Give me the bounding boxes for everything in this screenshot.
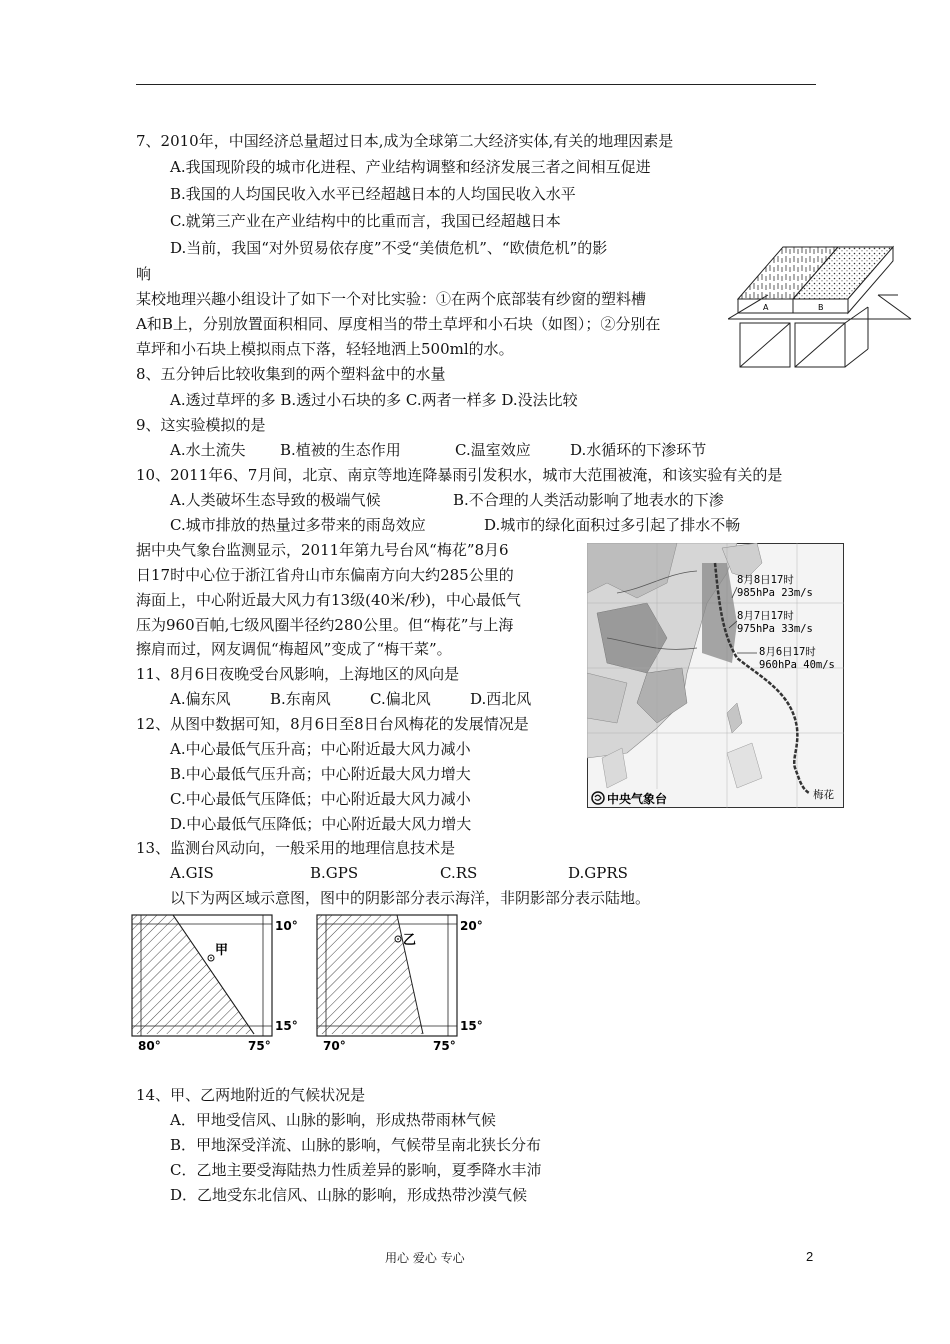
- experiment-text-3: 草坪和小石块上模拟雨点下落，轻轻地洒上500ml的水。: [136, 340, 514, 358]
- experiment-text-1: 某校地理兴趣小组设计了如下一个对比实验：①在两个底部装有纱窗的塑料槽: [136, 290, 647, 308]
- place-jia-label: 甲: [215, 943, 229, 958]
- typhoon-name-label: 梅花: [813, 789, 834, 801]
- region-map-yi: [315, 912, 490, 1052]
- yi-lat-top: 20°: [460, 919, 483, 933]
- maps-intro: 以下为两区域示意图，图中的阴影部分表示海洋，非阴影部分表示陆地。: [170, 889, 651, 907]
- place-yi-label: 乙: [403, 933, 417, 948]
- q11-option-c: C.偏北风: [370, 690, 431, 708]
- q9-option-b: B.植被的生态作用: [280, 441, 401, 459]
- q11-option-b: B.东南风: [270, 690, 331, 708]
- yi-lat-bottom: 15°: [460, 1019, 483, 1033]
- q10-option-d: D.城市的绿化面积过多引起了排水不畅: [484, 516, 741, 534]
- q10-stem: 10、2011年6、7月间，北京、南京等地连降暴雨引发积水，城市大范围被淹，和该实验有关的是: [136, 466, 783, 484]
- q11-stem: 11、8月6日夜晚受台风影响，上海地区的风向是: [136, 665, 460, 683]
- q14-option-c: C．乙地主要受海陆热力性质差异的影响，夏季降水丰沛: [170, 1161, 542, 1179]
- q7-option-a: A.我国现阶段的城市化进程、产业结构调整和经济发展三者之间相互促进: [170, 158, 651, 176]
- trough-a-label: A: [763, 303, 769, 312]
- q10-option-a: A.人类破坏生态导致的极端气候: [170, 491, 381, 509]
- q9-option-a: A.水土流失: [170, 441, 246, 459]
- q12-option-d: D.中心最低气压降低；中心附近最大风力增大: [170, 815, 472, 833]
- track-label-aug6-time: 8月6日17时: [759, 646, 816, 658]
- jia-lat-top: 10°: [275, 919, 298, 933]
- q9-option-d: D.水循环的下渗环节: [570, 441, 707, 459]
- q7-stem: 7、2010年，中国经济总量超过日本,成为全球第二大经济实体,有关的地理因素是: [136, 132, 674, 150]
- jia-lat-bottom: 15°: [275, 1019, 298, 1033]
- q10-option-c: C.城市排放的热量过多带来的雨岛效应: [170, 516, 426, 534]
- q14-stem: 14、甲、乙两地附近的气候状况是: [136, 1086, 366, 1104]
- q10-options-cd: [170, 515, 740, 535]
- jia-lon-left: 80°: [138, 1039, 161, 1052]
- yi-lon-left: 70°: [323, 1039, 346, 1052]
- track-label-aug7-data: 975hPa 33m/s: [737, 623, 813, 635]
- q13-option-d: D.GPRS: [568, 864, 628, 882]
- header-rule: [136, 84, 816, 85]
- q11-option-a: A.偏东风: [170, 690, 231, 708]
- q9-options: [170, 440, 706, 460]
- q13-option-a: A.GIS: [170, 864, 214, 882]
- q14-option-a: A．甲地受信风、山脉的影响，形成热带雨林气候: [170, 1111, 496, 1129]
- typhoon-text-1: 据中央气象台监测显示，2011年第九号台风“梅花”8月6: [136, 541, 509, 559]
- q11-options: [170, 689, 531, 709]
- q13-option-c: C.RS: [440, 864, 478, 882]
- q12-option-b: B.中心最低气压升高；中心附近最大风力增大: [170, 765, 471, 783]
- region-map-jia: [130, 912, 305, 1052]
- trough-b-label: B: [818, 303, 824, 312]
- q12-option-a: A.中心最低气压升高；中心附近最大风力减小: [170, 740, 471, 758]
- page-footer: 用心 爱心 专心: [385, 1251, 465, 1265]
- q13-options: [170, 863, 628, 883]
- q8-stem: 8、五分钟后比较收集到的两个塑料盆中的水量: [136, 365, 446, 383]
- q11-option-d: D.西北风: [470, 690, 532, 708]
- track-label-aug8-data: 985hPa 23m/s: [737, 587, 813, 599]
- q12-stem: 12、从图中数据可知，8月6日至8日台风梅花的发展情况是: [136, 715, 529, 733]
- q10-options-ab: [170, 490, 724, 510]
- q9-option-c: C.温室效应: [455, 441, 531, 459]
- q7-option-b: B.我国的人均国民收入水平已经超越日本的人均国民收入水平: [170, 185, 576, 203]
- q12-option-c: C.中心最低气压降低；中心附近最大风力减小: [170, 790, 471, 808]
- q13-stem: 13、监测台风动向，一般采用的地理信息技术是: [136, 839, 456, 857]
- q14-option-b: B．甲地深受洋流、山脉的影响，气候带呈南北狭长分布: [170, 1136, 542, 1154]
- track-label-aug8-time: 8月8日17时: [737, 574, 794, 586]
- page-number: 2: [806, 1249, 814, 1264]
- map-source-label: 中央气象台: [607, 792, 668, 806]
- q14-option-d: D．乙地受东北信风、山脉的影响，形成热带沙漠气候: [170, 1186, 528, 1204]
- q8-options: A.透过草坪的多 B.透过小石块的多 C.两者一样多 D.没法比较: [170, 391, 578, 409]
- yi-lon-right: 75°: [433, 1039, 456, 1052]
- experiment-trough-figure: [728, 237, 912, 369]
- q7-option-c: C.就第三产业在产业结构中的比重而言，我国已经超越日本: [170, 212, 561, 230]
- q7-option-d: D.当前，我国“对外贸易依存度”不受“美债危机”、“欧债危机”的影: [170, 239, 608, 257]
- typhoon-track-map: [587, 543, 844, 808]
- q13-option-b: B.GPS: [310, 864, 359, 882]
- typhoon-text-4: 压为960百帕,七级风圈半径约280公里。但“梅花”与上海: [136, 616, 514, 634]
- track-label-aug7-time: 8月7日17时: [737, 610, 794, 622]
- q7-option-d-cont: 响: [136, 265, 152, 283]
- experiment-text-2: A和B上，分别放置面积相同、厚度相当的带土草坪和小石块（如图）；②分别在: [136, 315, 661, 333]
- track-label-aug6-data: 960hPa 40m/s: [759, 659, 835, 671]
- q10-option-b: B.不合理的人类活动影响了地表水的下渗: [453, 491, 724, 509]
- q9-stem: 9、这实验模拟的是: [136, 416, 266, 434]
- typhoon-text-5: 擦肩而过，网友调侃“梅超风”变成了“梅干菜”。: [136, 640, 452, 658]
- typhoon-text-2: 日17时中心位于浙江省舟山市东偏南方向大约285公里的: [136, 566, 514, 584]
- jia-lon-right: 75°: [248, 1039, 271, 1052]
- typhoon-text-3: 海面上，中心附近最大风力有13级(40米/秒)，中心最低气: [136, 591, 521, 609]
